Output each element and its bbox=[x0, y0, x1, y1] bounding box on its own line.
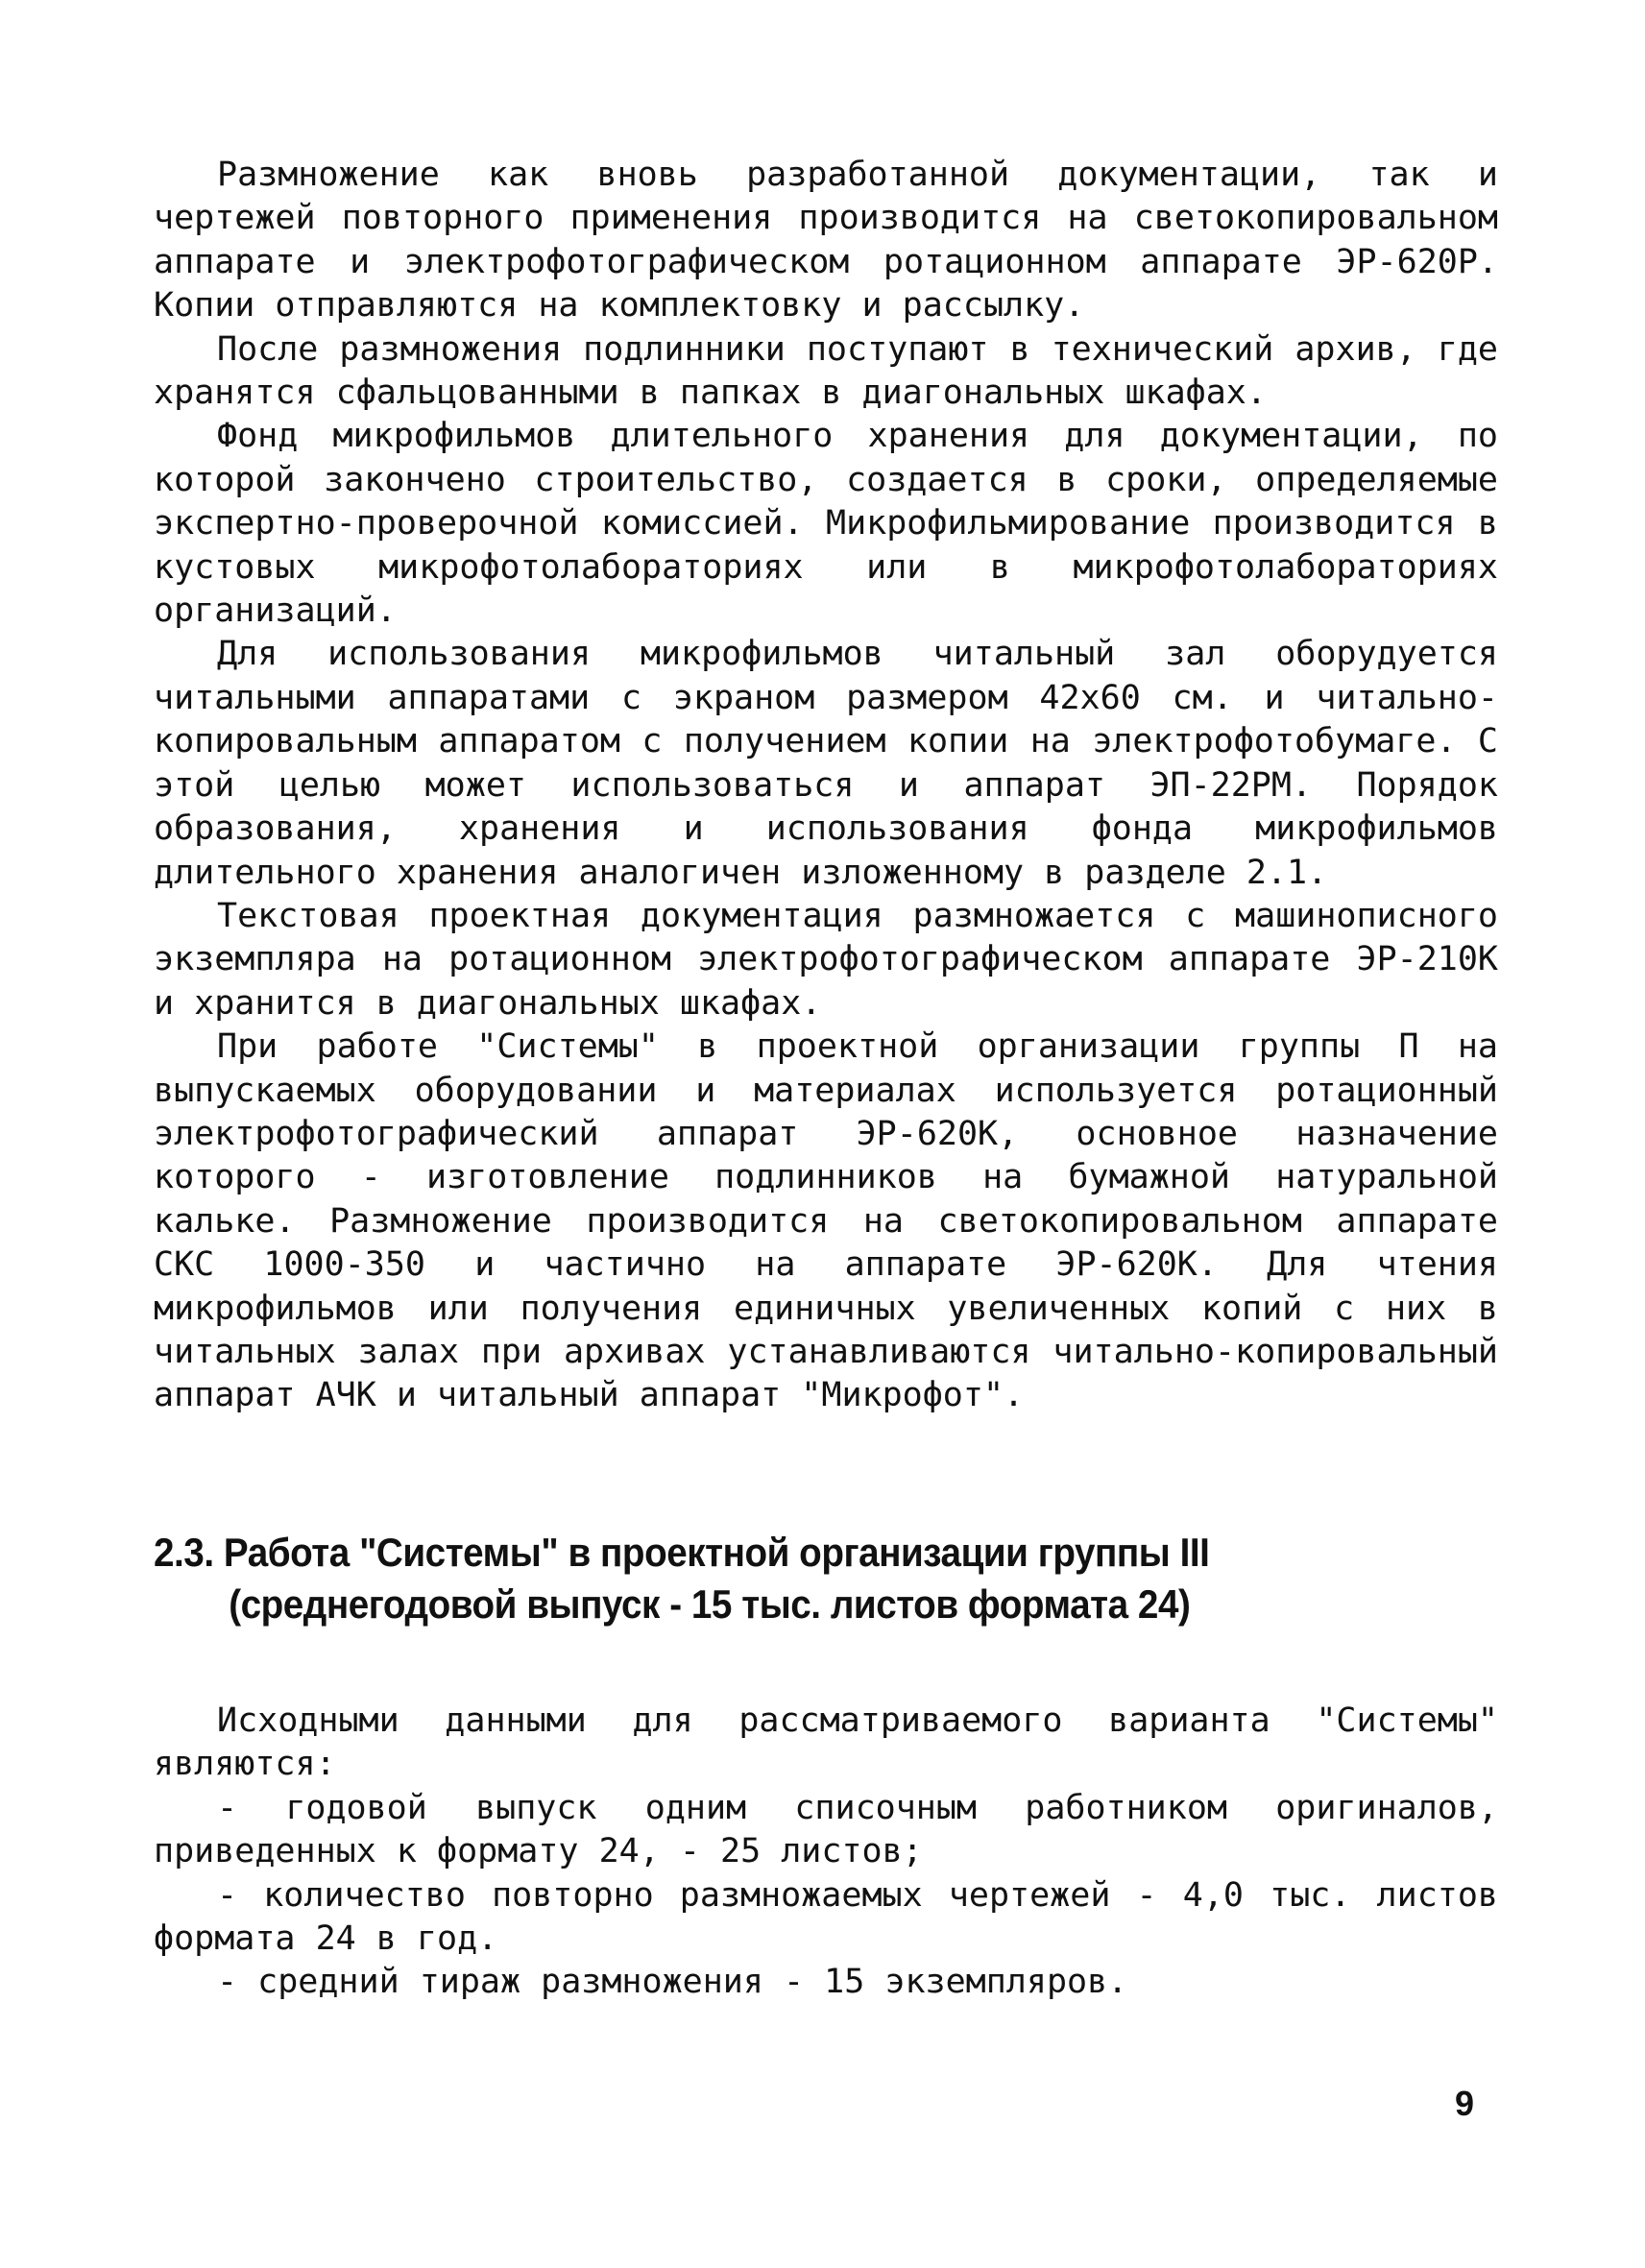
body-text-bottom bbox=[154, 1700, 1498, 2005]
paragraph-reproduction: Размножение как вновь разработанной документации, так и чертежей повторного применения производится на светокопировальном аппарате и электрофотографическом ротационном аппарате ЭР-620Р. Копии отправляются на комплектовку и рассылку. bbox=[154, 156, 1498, 326]
body-text-top bbox=[154, 154, 1498, 1418]
paragraph-group-two: При работе "Системы" в проектной организации группы П на выпускаемых оборудовании и материалах используется ротационный электрофотографический аппарат ЭР-620К, основное назначение которого - изготовление подлинников на бумажной натуральной кальке. Размножение производится на светокопировальном аппарате СКС 1000-350 и частично на аппарате ЭР-620К. Для чтения микрофильмов или получения единичных увеличенных копий с них в читальных залах при архивах устанавливаются читально-копировальный аппарат АЧК и читальный аппарат "Микрофот". bbox=[154, 1027, 1498, 1415]
page-number: 9 bbox=[1455, 2084, 1475, 2123]
paragraph-text-documentation: Текстовая проектная документация размножается с машинописного экземпляра на ротационном электрофотографическом аппарате ЭР-210К и хранится в диагональных шкафах. bbox=[154, 896, 1498, 1023]
paragraph-microfilm-fund: Фонд микрофильмов длительного хранения для документации, по которой закончено строительство, создается в сроки, определяемые экспертно-проверочной комиссией. Микрофильмирование производится в кустовых микрофотолабораториях или в микрофотолабораториях организаций. bbox=[154, 417, 1498, 631]
paragraph-archive: После размножения подлинники поступают в технический архив, где хранятся сфальцованными в папках в диагональных шкафах. bbox=[154, 329, 1498, 413]
list-item-repeat-drawings: - количество повторно размножаемых чертежей - 4,0 тыс. листов формата 24 в год. bbox=[154, 1875, 1498, 1959]
section-heading bbox=[154, 1527, 1391, 1630]
list-item-average-run: - средний тираж размножения - 15 экземпляров. bbox=[217, 1963, 1128, 2002]
paragraph-reading-room: Для использования микрофильмов читальный зал оборудуется читальными аппаратами с экраном размером 42х60 см. и читально-копировальным аппаратом с получением копии на электрофотобумаге. С этой целью может использоваться и аппарат ЭП-22РМ. Порядок образования, хранения и использования фонда микрофильмов длительного хранения аналогичен изложенному в разделе 2.1. bbox=[154, 635, 1498, 892]
section-heading-line2: (среднегодовой выпуск - 15 тыс. листов формата 24) bbox=[229, 1581, 1191, 1627]
section-heading-line1: 2.3. Работа "Системы" в проектной организации группы III bbox=[154, 1530, 1210, 1575]
list-item-annual-output: - годовой выпуск одним списочным работником оригиналов, приведенных к формату 24, - 25 листов; bbox=[154, 1788, 1498, 1871]
paragraph-initial-data: Исходными данными для рассматриваемого варианта "Системы" являются: bbox=[154, 1701, 1498, 1784]
